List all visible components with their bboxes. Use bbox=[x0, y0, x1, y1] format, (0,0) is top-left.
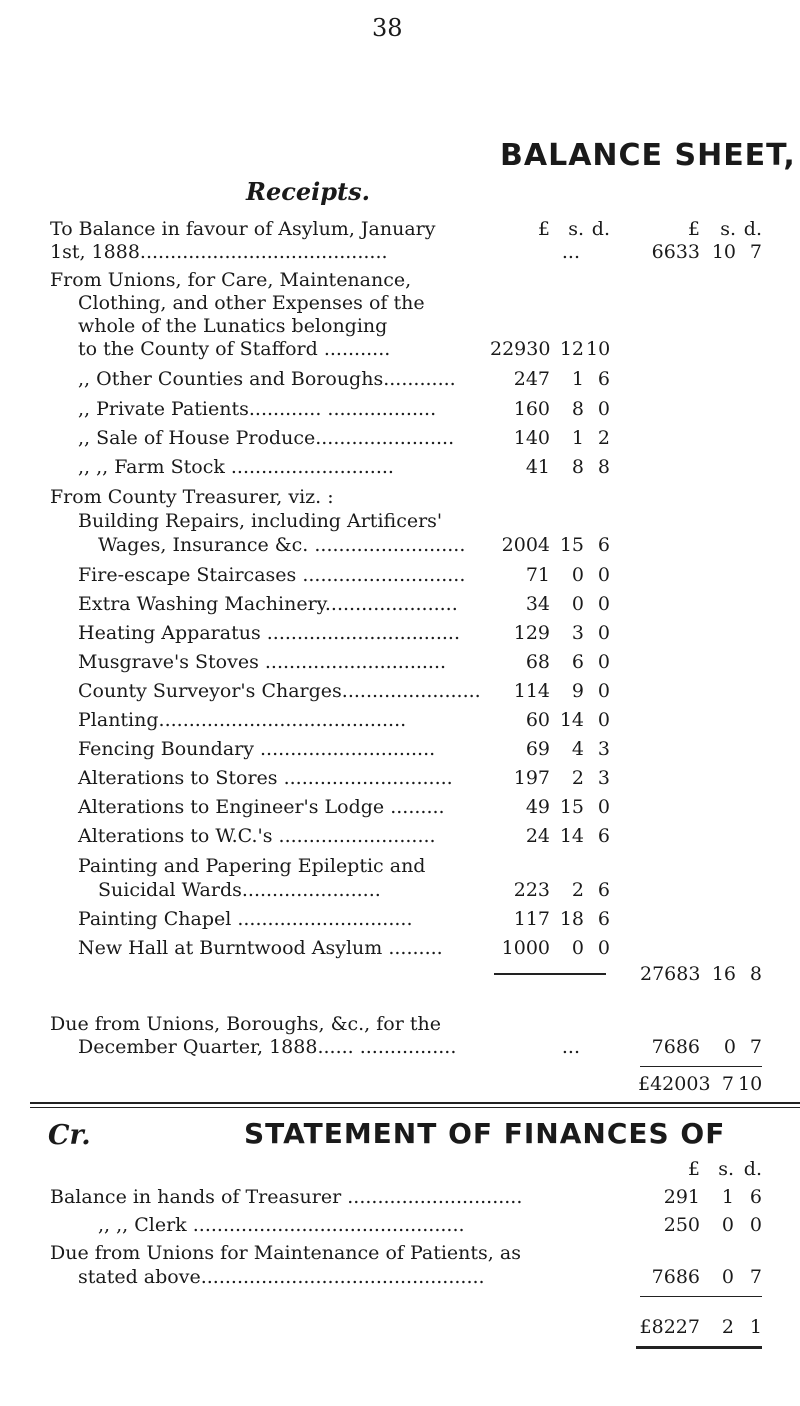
unions-line3: whole of the Lunatics belonging bbox=[78, 315, 388, 337]
building-row: Wages, Insurance &c. ......................... 2004 15 6 bbox=[98, 534, 610, 556]
building-line1: Building Repairs, including Artificers' bbox=[78, 510, 443, 532]
col1-pence-header: d. bbox=[591, 218, 610, 240]
subtotal-rule bbox=[640, 1066, 762, 1067]
page-number: 38 bbox=[372, 14, 403, 42]
treasurer-item-row: County Surveyor's Charges....................... 114 9 0 bbox=[78, 680, 610, 702]
unions-row: to the County of Stafford ........... 22930 12 10 bbox=[78, 338, 611, 360]
income-row: ,, Other Counties and Boroughs............ 247 1 6 bbox=[78, 368, 610, 390]
grand-total-row: £42003 7 10 bbox=[638, 1073, 763, 1095]
due-line1: Due from Unions, Boroughs, &c., for the bbox=[50, 1013, 441, 1035]
painting-row: Suicidal Wards....................... 223 2 6 bbox=[98, 879, 610, 901]
col2-pence-header: d. bbox=[743, 218, 762, 240]
treasurer-item-row: Alterations to W.C.'s .......................... 24 14 6 bbox=[78, 825, 610, 847]
income-row: ,, ,, Farm Stock ........................... 41 8 8 bbox=[78, 456, 610, 478]
statement-due-row: stated above............................................... 7686 0 7 bbox=[78, 1266, 762, 1288]
treasurer-item-row: Musgrave's Stoves .............................. 68 6 0 bbox=[78, 651, 610, 673]
col1-pounds-header: £ bbox=[537, 218, 550, 240]
col1-shillings-header: s. bbox=[568, 218, 584, 240]
opening-balance-col1: ... bbox=[561, 241, 580, 263]
treasurer-item-row: New Hall at Burntwood Asylum ......... 1000 0 0 bbox=[78, 937, 610, 959]
painting-line1: Painting and Papering Epileptic and bbox=[78, 855, 426, 877]
treasurer-label: From County Treasurer, viz. : bbox=[50, 486, 334, 508]
col2-pounds-header: £ bbox=[687, 218, 700, 240]
treasurer-item-row: Alterations to Stores ............................ 197 2 3 bbox=[78, 767, 610, 789]
treasurer-item-row: Alterations to Engineer's Lodge ......... 49 15 0 bbox=[78, 796, 610, 818]
dash-rule bbox=[494, 973, 606, 975]
statement-currency-header: £ s. d. bbox=[687, 1158, 762, 1180]
receipts-heading: Receipts. bbox=[246, 177, 370, 206]
opening-balance-line1: To Balance in favour of Asylum, January bbox=[50, 218, 436, 240]
income-row: ,, Private Patients............ .................. 160 8 0 bbox=[78, 398, 610, 420]
treasurer-total-row: 27683 16 8 bbox=[50, 963, 770, 989]
section-divider-thin bbox=[30, 1107, 800, 1108]
opening-balance-row: 1st, 1888......................................... ... 6633 10 7 bbox=[50, 241, 762, 263]
statement-subtotal-rule bbox=[640, 1296, 762, 1297]
statement-total-row: £8227 2 1 bbox=[639, 1316, 762, 1338]
col2-shillings-header: s. bbox=[720, 218, 736, 240]
treasurer-item-row: Extra Washing Machinery...................... 34 0 0 bbox=[78, 593, 610, 615]
income-row: ,, Sale of House Produce....................... 140 1 2 bbox=[78, 427, 610, 449]
treasurer-item-row: Fencing Boundary ............................. 69 4 3 bbox=[78, 738, 610, 760]
treasurer-item-row: Fire-escape Staircases ........................... 71 0 0 bbox=[78, 564, 610, 586]
due-row: December Quarter, 1888...... ................ ... 7686 0 7 bbox=[78, 1036, 762, 1058]
statement-row: Balance in hands of Treasurer ............................. 291 1 6 bbox=[50, 1186, 762, 1208]
unions-line2: Clothing, and other Expenses of the bbox=[78, 292, 425, 314]
treasurer-item-row: Heating Apparatus ................................ 129 3 0 bbox=[78, 622, 610, 644]
treasurer-item-row: Painting Chapel ............................. 117 18 6 bbox=[78, 908, 610, 930]
unions-line1: From Unions, for Care, Maintenance, bbox=[50, 269, 412, 291]
cr-label: Cr. bbox=[48, 1120, 91, 1151]
statement-title: STATEMENT OF FINANCES OF bbox=[244, 1117, 726, 1150]
treasurer-item-row: Planting......................................... 60 14 0 bbox=[78, 709, 610, 731]
statement-row: ,, ,, Clerk ............................................. 250 0 0 bbox=[98, 1214, 762, 1236]
statement-due-line1: Due from Unions for Maintenance of Patients, as bbox=[50, 1242, 521, 1264]
section-divider bbox=[30, 1102, 800, 1104]
statement-total-rule bbox=[636, 1346, 762, 1349]
page-title: BALANCE SHEET, bbox=[500, 138, 796, 173]
